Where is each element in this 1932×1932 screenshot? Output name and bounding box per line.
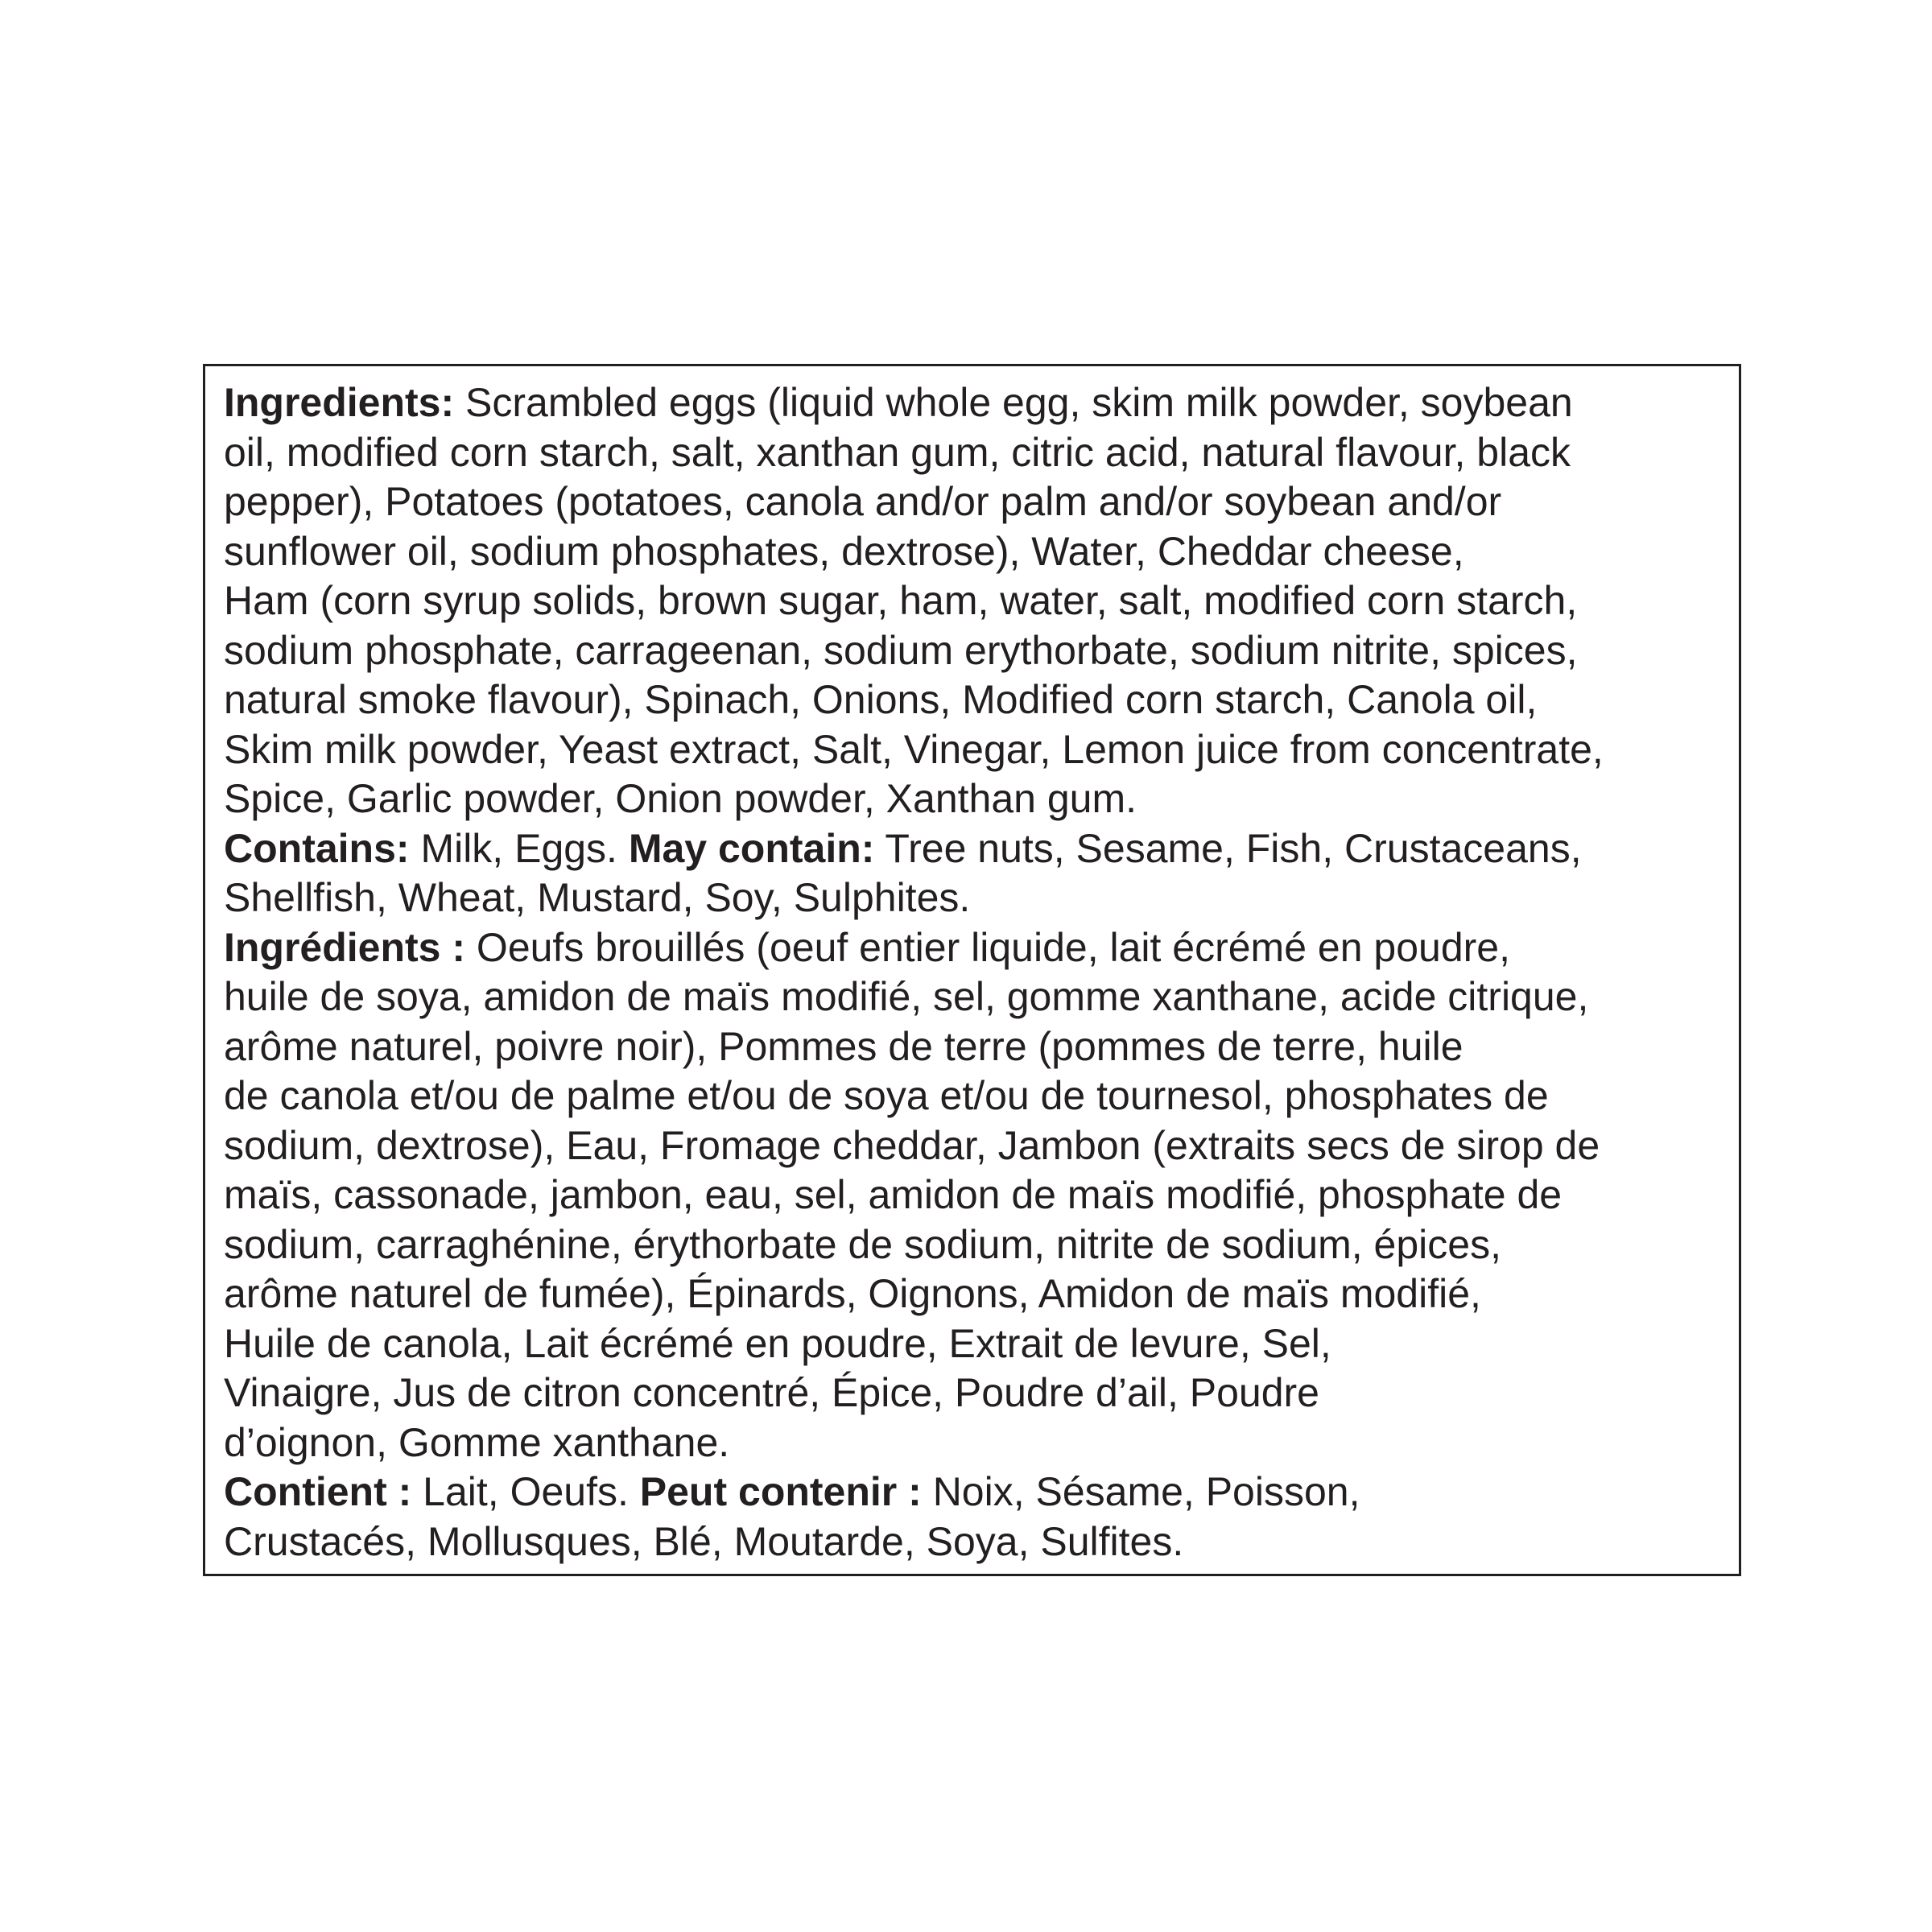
- text-line: [224, 1121, 1604, 1171]
- heading-label: Peut contenir :: [639, 1469, 922, 1514]
- text-line: [224, 1517, 1604, 1567]
- text-line: [224, 1220, 1604, 1270]
- text-line: [224, 1071, 1604, 1121]
- text-line: [224, 824, 1604, 874]
- ingredient-text: natural smoke flavour), Spinach, Onions, Modified corn starch, Canola oil,: [224, 677, 1538, 722]
- text-line: [224, 873, 1604, 923]
- ingredient-text: sodium, dextrose), Eau, Fromage cheddar, Jambon (extraits secs de sirop de: [224, 1122, 1600, 1168]
- text-line: [224, 477, 1604, 527]
- text-line: [224, 1468, 1604, 1517]
- ingredient-text: Skim milk powder, Yeast extract, Salt, Vinegar, Lemon juice from concentrate,: [224, 726, 1604, 772]
- ingredient-text: Lait, Oeufs.: [411, 1469, 640, 1514]
- ingredient-text: de canola et/ou de palme et/ou de soya et/ou de tournesol, phosphates de: [224, 1073, 1549, 1118]
- ingredient-text: arôme naturel de fumée), Épinards, Oignons, Amidon de maïs modifié,: [224, 1271, 1481, 1316]
- ingredient-text: Oeufs brouillés (oeuf entier liquide, lait écrémé en poudre,: [465, 924, 1510, 970]
- text-line: [224, 1269, 1604, 1319]
- ingredient-text: sodium phosphate, carrageenan, sodium erythorbate, sodium nitrite, spices,: [224, 627, 1578, 673]
- text-line: [224, 675, 1604, 725]
- ingredient-text: maïs, cassonade, jambon, eau, sel, amidon de maïs modifié, phosphate de: [224, 1172, 1563, 1217]
- text-line: [224, 428, 1604, 478]
- ingredient-text: d’oignon, Gomme xanthane.: [224, 1419, 730, 1465]
- ingredient-text: Shellfish, Wheat, Mustard, Soy, Sulphites.: [224, 875, 971, 920]
- text-line: [224, 1418, 1604, 1468]
- ingredients-text: [224, 378, 1604, 1567]
- ingredient-text: Milk, Eggs.: [409, 825, 629, 871]
- text-line: [224, 1022, 1604, 1072]
- ingredient-text: Ham (corn syrup solids, brown sugar, ham, water, salt, modified corn starch,: [224, 578, 1578, 623]
- text-line: [224, 576, 1604, 626]
- ingredient-text: sodium, carraghénine, érythorbate de sodium, nitrite de sodium, épices,: [224, 1221, 1501, 1267]
- heading-label: Contains:: [224, 825, 410, 871]
- ingredient-text: Vinaigre, Jus de citron concentré, Épice, Poudre d’ail, Poudre: [224, 1370, 1319, 1415]
- text-line: [224, 725, 1604, 775]
- ingredient-text: Crustacés, Mollusques, Blé, Moutarde, Soya, Sulfites.: [224, 1518, 1184, 1564]
- heading-label: Ingrédients :: [224, 924, 466, 970]
- text-line: [224, 774, 1604, 824]
- ingredient-text: huile de soya, amidon de maïs modifié, sel, gomme xanthane, acide citrique,: [224, 974, 1589, 1019]
- heading-label: Ingredients:: [224, 380, 455, 425]
- ingredient-text: pepper), Potatoes (potatoes, canola and/or palm and/or soybean and/or: [224, 479, 1502, 524]
- heading-label: Contient :: [224, 1469, 412, 1514]
- text-line: [224, 626, 1604, 676]
- ingredient-text: Spice, Garlic powder, Onion powder, Xanthan gum.: [224, 776, 1137, 821]
- heading-label: May contain:: [628, 825, 875, 871]
- text-line: [224, 378, 1604, 428]
- text-line: [224, 1319, 1604, 1369]
- ingredient-text: Tree nuts, Sesame, Fish, Crustaceans,: [874, 825, 1582, 871]
- text-line: [224, 1170, 1604, 1220]
- text-line: [224, 1368, 1604, 1418]
- ingredient-text: Huile de canola, Lait écrémé en poudre, Extrait de levure, Sel,: [224, 1320, 1331, 1366]
- ingredient-text: oil, modified corn starch, salt, xanthan gum, citric acid, natural flavour, black: [224, 429, 1571, 475]
- ingredient-text: Noix, Sésame, Poisson,: [921, 1469, 1360, 1514]
- text-line: [224, 527, 1604, 577]
- ingredient-text: sunflower oil, sodium phosphates, dextrose), Water, Cheddar cheese,: [224, 528, 1464, 574]
- ingredients-label-box: [203, 364, 1741, 1576]
- ingredient-text: arôme naturel, poivre noir), Pommes de terre (pommes de terre, huile: [224, 1023, 1463, 1069]
- text-line: [224, 972, 1604, 1022]
- ingredient-text: Scrambled eggs (liquid whole egg, skim milk powder, soybean: [454, 380, 1573, 425]
- text-line: [224, 923, 1604, 973]
